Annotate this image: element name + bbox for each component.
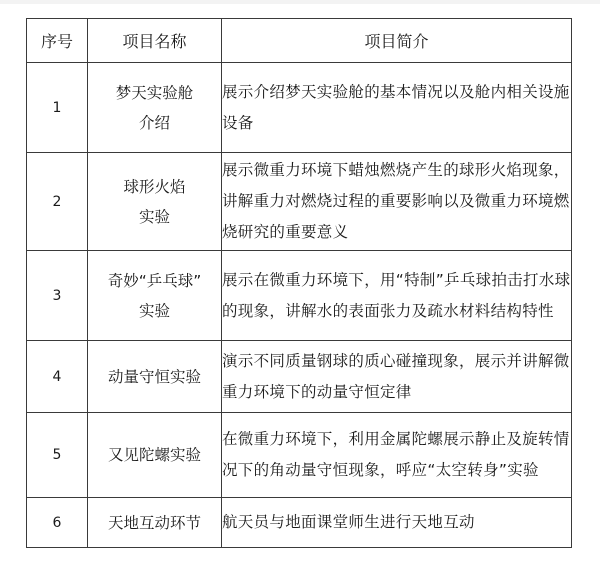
row-number: 4 xyxy=(27,341,88,413)
row-description: 展示微重力环境下蜡烛燃烧产生的球形火焰现象，讲解重力对燃烧过程的重要影响以及微重力环境燃烧研究的重要意义 xyxy=(222,153,572,251)
row-number: 2 xyxy=(27,153,88,251)
row-description: 演示不同质量钢球的质心碰撞现象，展示并讲解微重力环境下的动量守恒定律 xyxy=(222,341,572,413)
row-description: 在微重力环境下，利用金属陀螺展示静止及旋转情况下的角动量守恒现象，呼应“太空转身”实验 xyxy=(222,413,572,498)
table-header-row xyxy=(27,19,572,63)
header-number: 序号 xyxy=(27,19,88,63)
row-name-line: 球形火焰 xyxy=(123,177,186,196)
row-description: 展示在微重力环境下，用“特制”乒乓球拍击打水球的现象，讲解水的表面张力及疏水材料结构特性 xyxy=(222,251,572,341)
row-name-line: 天地互动环节 xyxy=(107,513,201,532)
row-description: 航天员与地面课堂师生进行天地互动 xyxy=(222,498,572,548)
row-name xyxy=(88,153,222,251)
row-name xyxy=(88,413,222,498)
table-row xyxy=(27,63,572,153)
header-name: 项目名称 xyxy=(88,19,222,63)
row-name-line: 梦天实验舱 xyxy=(115,83,194,102)
page-top-strip xyxy=(0,0,600,4)
table-row xyxy=(27,413,572,498)
table-row xyxy=(27,498,572,548)
row-name-line: 实验 xyxy=(138,207,170,226)
header-description: 项目简介 xyxy=(222,19,572,63)
row-number: 3 xyxy=(27,251,88,341)
row-name-line: 动量守恒实验 xyxy=(107,367,201,386)
row-name xyxy=(88,498,222,548)
row-name-line: 奇妙“乒乓球” xyxy=(107,271,202,290)
row-name xyxy=(88,341,222,413)
row-name xyxy=(88,251,222,341)
row-name xyxy=(88,63,222,153)
experiment-schedule-table xyxy=(26,18,572,548)
row-number: 6 xyxy=(27,498,88,548)
row-number: 5 xyxy=(27,413,88,498)
row-name-line: 又见陀螺实验 xyxy=(107,446,201,464)
row-name-line: 介绍 xyxy=(138,113,170,132)
row-name-line: 实验 xyxy=(138,301,170,320)
table-row xyxy=(27,341,572,413)
row-description: 展示介绍梦天实验舱的基本情况以及舱内相关设施设备 xyxy=(222,63,572,153)
row-number: 1 xyxy=(27,63,88,153)
table-row xyxy=(27,251,572,341)
table-row xyxy=(27,153,572,251)
